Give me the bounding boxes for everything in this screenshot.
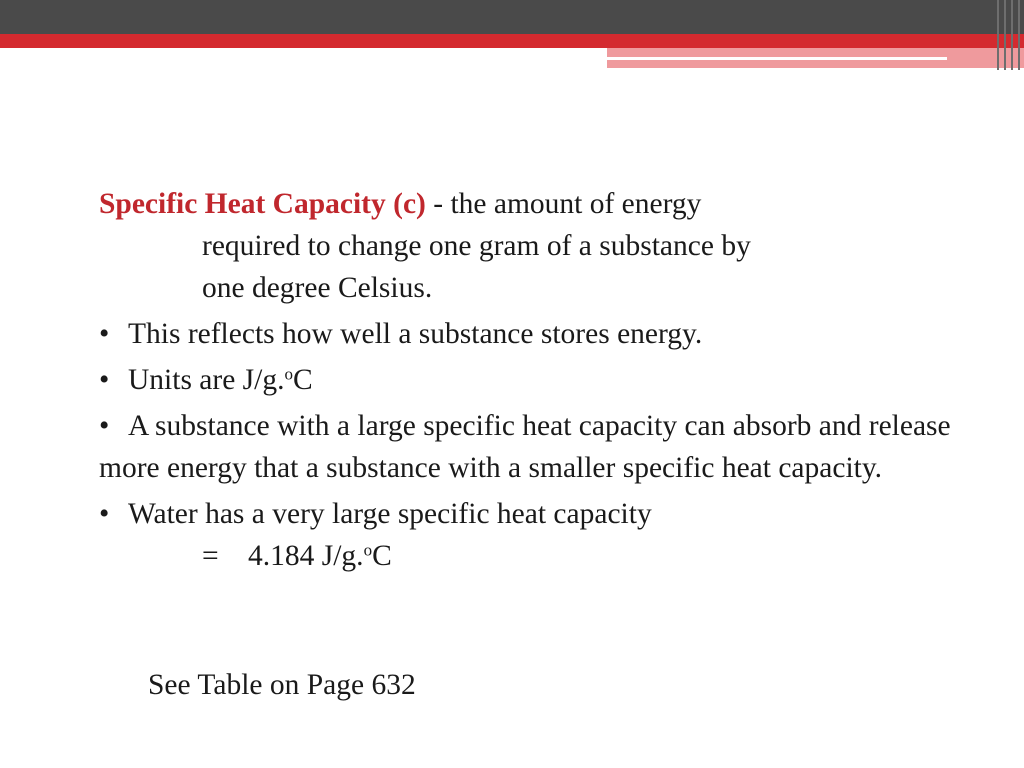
slide-content [99, 183, 959, 581]
water-value [99, 535, 959, 577]
degree-superscript: o [284, 364, 293, 384]
bullet-item [99, 313, 959, 355]
definition-text: - the amount of energy [425, 188, 702, 220]
equals-sign: = [202, 540, 219, 572]
bullet-item [99, 493, 959, 535]
value-number: 4.184 J/g. [248, 540, 364, 572]
bullet-text: This reflects how well a substance stores energy. [128, 318, 703, 350]
bullet-marker: • [99, 410, 110, 442]
header-bar [0, 0, 1024, 34]
value-unit-end: C [372, 540, 392, 572]
header-vertical-line [1018, 0, 1020, 70]
header-white-line [607, 57, 947, 60]
bullet-item [99, 359, 959, 401]
bullet-text: A substance with a large specific heat capacity can absorb and release more energy that a substance with a smaller specific heat capacity. [99, 410, 951, 484]
degree-superscript: o [363, 540, 373, 560]
bullet-text: Water has a very large specific heat capacity [128, 498, 652, 530]
definition-term: Specific Heat Capacity (c) [99, 188, 426, 220]
definition-paragraph [99, 183, 959, 309]
bullet-item [99, 405, 959, 489]
bullet-marker: • [99, 364, 110, 396]
definition-line-2: required to change one gram of a substance by [202, 230, 751, 262]
units-text: Units are J/g. [128, 364, 285, 396]
bullet-marker: • [99, 498, 110, 530]
header-vertical-line [1004, 0, 1006, 70]
table-reference: See Table on Page 632 [148, 669, 416, 701]
header-red-band [0, 34, 1024, 48]
units-end: C [293, 364, 313, 396]
header-vertical-line [1011, 0, 1013, 70]
bullet-marker: • [99, 318, 110, 350]
definition-line-3: one degree Celsius. [202, 272, 433, 304]
header-vertical-line [997, 0, 999, 70]
